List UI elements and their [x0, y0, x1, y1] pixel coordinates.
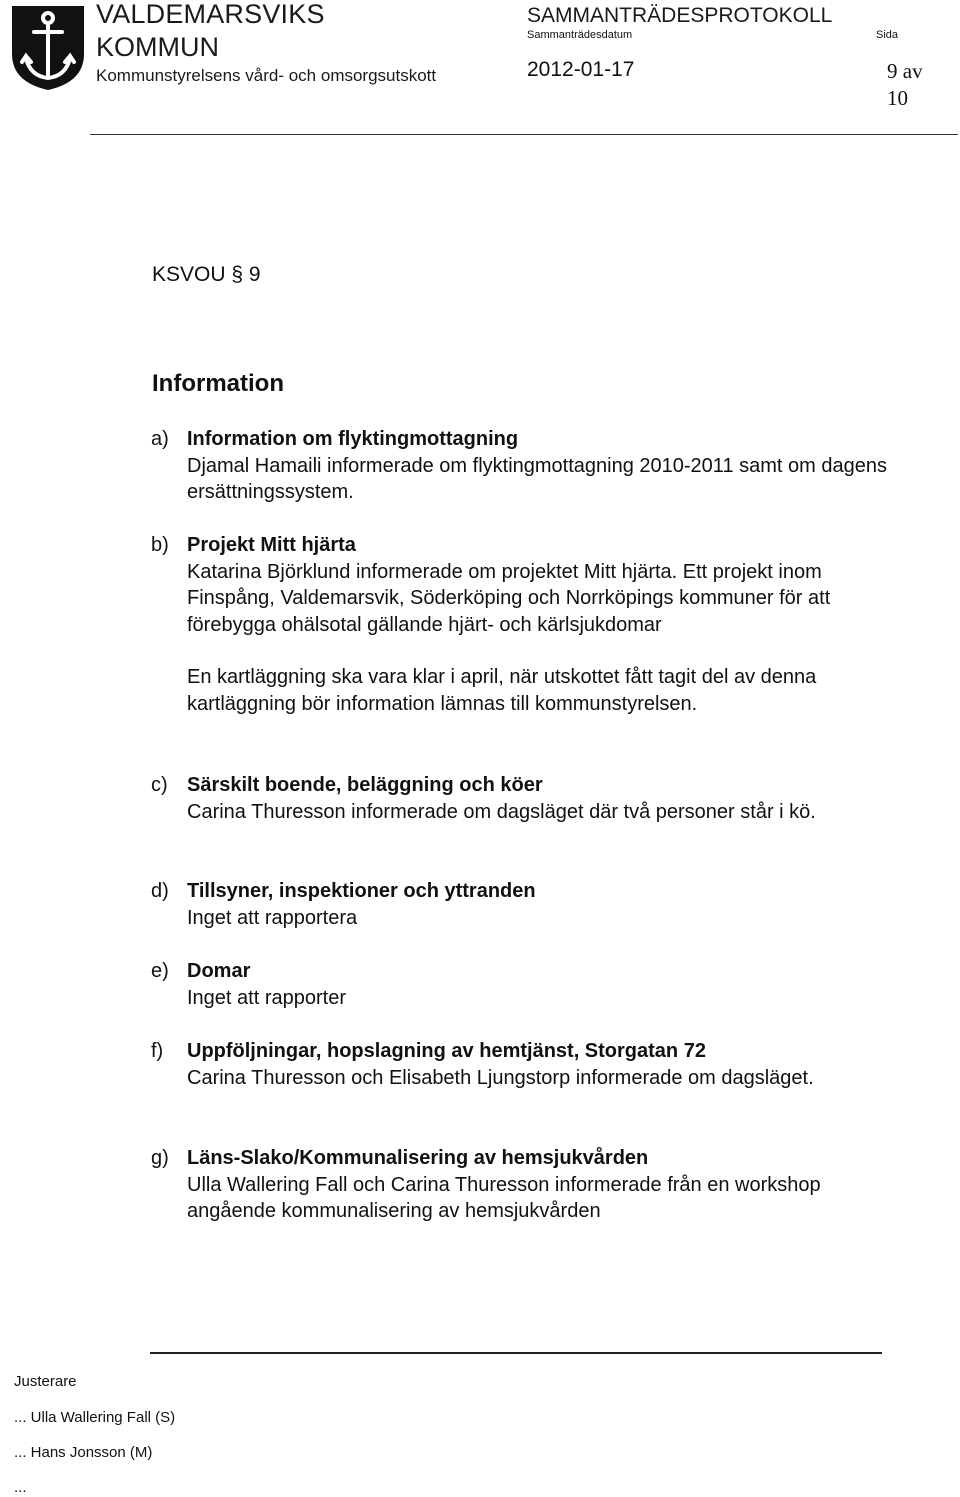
- item-text: Djamal Hamaili informerade om flyktingmottagning 2010-2011 samt om dagens ersättningssystem.: [187, 454, 887, 503]
- document-type-title: SAMMANTRÄDESPROTOKOLL: [527, 4, 833, 27]
- agenda-item-g: [151, 1145, 891, 1225]
- item-title: Tillsyner, inspektioner och yttranden: [187, 880, 536, 902]
- section-identifier: KSVOU § 9: [152, 263, 261, 286]
- item-text: Ulla Wallering Fall och Carina Thuresson informerade från en workshop angående kommunalisering av hemsjukvården: [187, 1173, 821, 1222]
- item-text: En kartläggning ska vara klar i april, när utskottet fått tagit del av denna kartläggning bör information lämnas till kommunstyrelsen.: [187, 666, 817, 715]
- item-title: Information om flyktingmottagning: [187, 428, 519, 450]
- header-divider: [90, 134, 958, 135]
- item-text: Carina Thuresson och Elisabeth Ljungstorp informerade om dagsläget.: [187, 1066, 814, 1089]
- adjuster-signature-line: ...: [14, 1479, 27, 1496]
- section-heading: Information: [152, 370, 284, 397]
- page-label: Sida: [876, 29, 899, 41]
- agenda-item-f: [151, 1038, 891, 1091]
- organization-name-line-2: KOMMUN: [96, 32, 219, 62]
- item-text: Inget att rapportera: [187, 906, 358, 929]
- agenda-item-c: [151, 772, 891, 825]
- item-title: Domar: [187, 960, 251, 982]
- item-letter: b): [151, 534, 169, 556]
- organization-name-line-1: VALDEMARSVIKS: [96, 0, 325, 29]
- item-letter: a): [151, 428, 169, 450]
- municipality-coat-of-arms-logo: [8, 2, 88, 92]
- adjusters-label: Justerare: [14, 1373, 77, 1390]
- footer-divider: [150, 1352, 882, 1354]
- item-title: Särskilt boende, beläggning och köer: [187, 774, 543, 796]
- agenda-item-b: [151, 532, 891, 717]
- item-letter: d): [151, 880, 169, 902]
- adjuster-signature-line: ... Hans Jonsson (M): [14, 1444, 153, 1461]
- agenda-item-e: [151, 958, 891, 1011]
- item-text: Carina Thuresson informerade om dagsläget där två personer står i kö.: [187, 800, 816, 823]
- committee-name: Kommunstyrelsens vård- och omsorgsutskott: [96, 66, 437, 85]
- item-title: Läns-Slako/Kommunalisering av hemsjukvården: [187, 1147, 649, 1169]
- item-letter: g): [151, 1147, 169, 1169]
- page-number: 9 av 10: [887, 59, 923, 110]
- item-letter: f): [151, 1040, 164, 1062]
- agenda-item-d: [151, 878, 891, 931]
- item-letter: e): [151, 960, 169, 982]
- meeting-date-label: Sammanträdesdatum: [527, 29, 633, 41]
- meeting-date-value: 2012-01-17: [527, 58, 635, 81]
- item-title: Uppföljningar, hopslagning av hemtjänst, Storgatan 72: [187, 1040, 706, 1062]
- item-title: Projekt Mitt hjärta: [187, 534, 356, 556]
- item-text: Inget att rapporter: [187, 986, 346, 1009]
- adjuster-signature-line: ... Ulla Wallering Fall (S): [14, 1409, 176, 1426]
- item-text: Katarina Björklund informerade om projektet Mitt hjärta. Ett projekt inom Finspång, Valdemarsvik, Söderköping och Norrköpings kommuner för att förebygga ohälsotal gällande hjärt- och kärlsjukdomar: [187, 560, 831, 636]
- item-letter: c): [151, 774, 168, 796]
- agenda-item-a: [151, 426, 891, 506]
